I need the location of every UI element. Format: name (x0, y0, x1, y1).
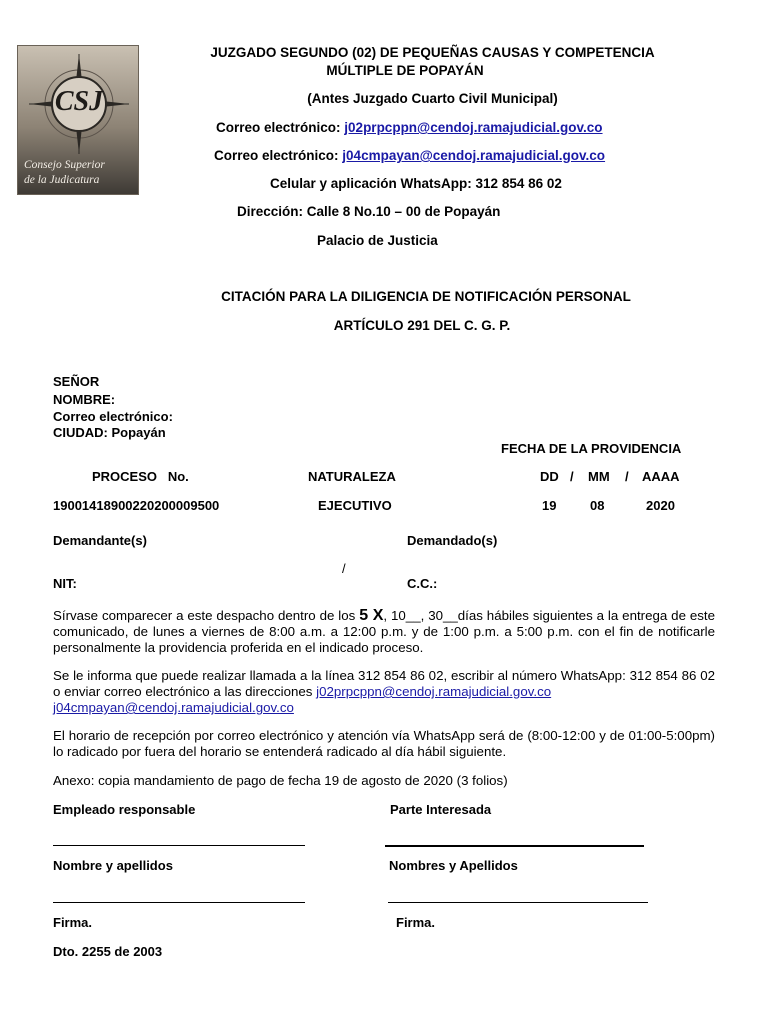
recipient-correo: Correo electrónico: (53, 409, 173, 424)
proceso-number: 19001418900220200009500 (53, 498, 220, 513)
document-title: CITACIÓN PARA LA DILIGENCIA DE NOTIFICACIÓN PERSONAL (221, 289, 631, 304)
signature-line-right (385, 845, 644, 847)
date-separator: / (625, 469, 629, 484)
compass-emblem-icon (18, 46, 139, 195)
address: Dirección: Calle 8 No.10 – 00 de Popayán (237, 204, 501, 219)
date-separator: / (570, 469, 574, 484)
mm-value: 08 (590, 498, 605, 513)
logo-caption-line2: de la Judicatura (24, 174, 100, 186)
nombre-apellidos-left: Nombre y apellidos (53, 858, 173, 873)
email-line-2 (214, 148, 605, 163)
document-subtitle: ARTÍCULO 291 DEL C. G. P. (333, 318, 511, 333)
name-line-right (388, 902, 648, 903)
email-link-1[interactable]: j02prpcppn@cendoj.ramajudicial.gov.co (344, 120, 603, 135)
building: Palacio de Justicia (317, 233, 438, 248)
paragraph-schedule: El horario de recepción por correo electrónico y atención vía WhatsApp será de (8:00-12:00 y de 01:00-5:00pm) lo radicado por fuera del horario se entenderá radicado al día hábil siguiente. (53, 728, 715, 759)
demandado-label: Demandado(s) (407, 533, 498, 548)
logo-monogram: CSJ (54, 86, 104, 117)
aaaa-value: 2020 (646, 498, 675, 513)
nit-label: NIT: (53, 576, 77, 591)
email-line-1 (216, 120, 603, 135)
cc-label: C.C.: (407, 576, 438, 591)
former-court-name: (Antes Juzgado Cuarto Civil Municipal) (307, 91, 558, 106)
dd-header: DD (540, 469, 559, 484)
demandante-label: Demandante(s) (53, 533, 147, 548)
body-email-link-2[interactable]: j04cmpayan@cendoj.ramajudicial.gov.co (53, 700, 294, 715)
body-email-link-1[interactable]: j02prpcppn@cendoj.ramajudicial.gov.co (316, 684, 552, 699)
firma-left: Firma. (53, 915, 93, 930)
email-label: Correo electrónico: (214, 148, 339, 163)
email-label: Correo electrónico: (216, 120, 341, 135)
court-name-line1: JUZGADO SEGUNDO (02) DE PEQUEÑAS CAUSAS Y COMPETENCIA (210, 45, 655, 60)
firma-right: Firma. (396, 915, 436, 930)
court-name-line2: MÚLTIPLE DE POPAYÁN (326, 63, 484, 78)
paragraph-citation: Sírvase comparecer a este despacho dentro de los 5 X, 10__, 30__días hábiles siguientes a la entrega de este comunicado, de lunes a viernes de 8:00 a.m. a 12:00 p.m. y de 1:00 p.m. a 5:00 p.m. con el fin de notificarle personalmente la providencia proferida en el indicado proceso. (53, 607, 715, 655)
parties-slash: / (342, 561, 346, 576)
naturaleza-value: EJECUTIVO (318, 498, 392, 513)
parte-interesada-label: Parte Interesada (390, 802, 492, 817)
signature-line-left (53, 845, 305, 846)
empleado-responsable-label: Empleado responsable (53, 802, 196, 817)
recipient-senor: SEÑOR (53, 374, 100, 389)
name-line-left (53, 902, 305, 903)
proceso-header: PROCESO No. (92, 469, 189, 484)
days-selected: 5 X (359, 607, 384, 624)
mm-header: MM (588, 469, 610, 484)
csj-logo (17, 45, 139, 195)
annex-line: Anexo: copia mandamiento de pago de fecha 19 de agosto de 2020 (3 folios) (53, 773, 508, 788)
decree-reference: Dto. 2255 de 2003 (53, 944, 163, 959)
recipient-nombre: NOMBRE: (53, 392, 116, 407)
nombre-apellidos-right: Nombres y Apellidos (389, 858, 518, 873)
recipient-ciudad: CIUDAD: Popayán (53, 425, 166, 440)
paragraph-contact: Se le informa que puede realizar llamada a la línea 312 854 86 02, escribir al número WhatsApp: 312 854 86 02 o enviar correo electrónico a las direcciones j02prpcppn@cendoj.ramajudicial.gov.co j04cmpayan@cendoj.ramajudicial.gov.co (53, 668, 715, 715)
fecha-providencia-header: FECHA DE LA PROVIDENCIA (501, 441, 682, 456)
dd-value: 19 (542, 498, 557, 513)
logo-caption-line1: Consejo Superior (24, 159, 105, 171)
aaaa-header: AAAA (642, 469, 680, 484)
naturaleza-header: NATURALEZA (308, 469, 396, 484)
phone-whatsapp: Celular y aplicación WhatsApp: 312 854 86 02 (270, 176, 562, 191)
email-link-2[interactable]: j04cmpayan@cendoj.ramajudicial.gov.co (342, 148, 606, 163)
